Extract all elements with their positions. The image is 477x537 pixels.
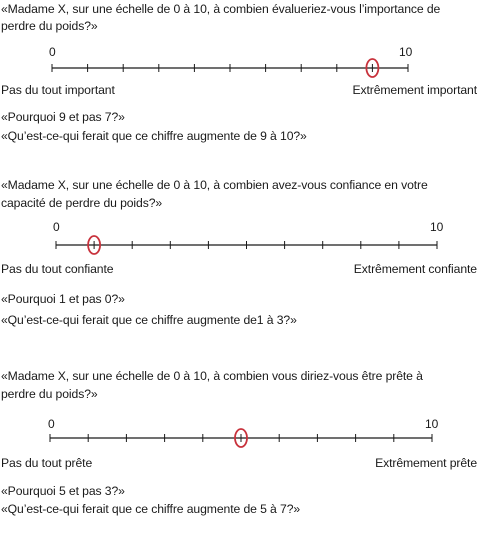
scale-max-label: 10 xyxy=(399,45,413,59)
followup-question-2: «Qu’est-ce-qui ferait que ce chiffre augmente de1 à 3?» xyxy=(1,313,297,327)
question-line-1: «Madame X, sur une échelle de 0 à 10, à combien évalueriez-vous l’importance de xyxy=(1,2,441,16)
followup-question-2: «Qu’est-ce-qui ferait que ce chiffre augmente de 5 à 7?» xyxy=(1,502,301,516)
question-line-2: capacité de perdre du poids?» xyxy=(1,196,163,210)
question-line-1: «Madame X, sur une échelle de 0 à 10, à combien avez-vous confiance en votre xyxy=(1,178,428,192)
followup-question-2: «Qu’est-ce-qui ferait que ce chiffre augmente de 9 à 10?» xyxy=(1,129,307,143)
right-anchor-label: Extrêmement confiante xyxy=(353,262,477,276)
left-anchor-label: Pas du tout prête xyxy=(1,456,93,470)
scale-section-importance xyxy=(0,0,477,170)
question-line-1: «Madame X, sur une échelle de 0 à 10, à combien vous diriez-vous être prête à xyxy=(1,369,423,383)
scale-min-label: 0 xyxy=(48,417,55,431)
scale-max-label: 10 xyxy=(425,417,439,431)
left-anchor-label: Pas du tout important xyxy=(1,83,115,97)
question-line-2: perdre du poids?» xyxy=(1,19,98,33)
scale-section-readiness xyxy=(0,367,477,537)
scale-max-label: 10 xyxy=(430,220,444,234)
scale-min-label: 0 xyxy=(53,220,60,234)
followup-question-1: «Pourquoi 1 et pas 0?» xyxy=(1,292,125,306)
followup-question-1: «Pourquoi 5 et pas 3?» xyxy=(1,484,125,498)
scale-min-label: 0 xyxy=(49,45,56,59)
right-anchor-label: Extrêmement prête xyxy=(375,456,477,470)
right-anchor-label: Extrêmement important xyxy=(352,83,477,97)
scale-section-confidence xyxy=(0,176,477,346)
followup-question-1: «Pourquoi 9 et pas 7?» xyxy=(1,110,125,124)
question-line-2: perdre du poids?» xyxy=(1,387,98,401)
left-anchor-label: Pas du tout confiante xyxy=(1,262,114,276)
